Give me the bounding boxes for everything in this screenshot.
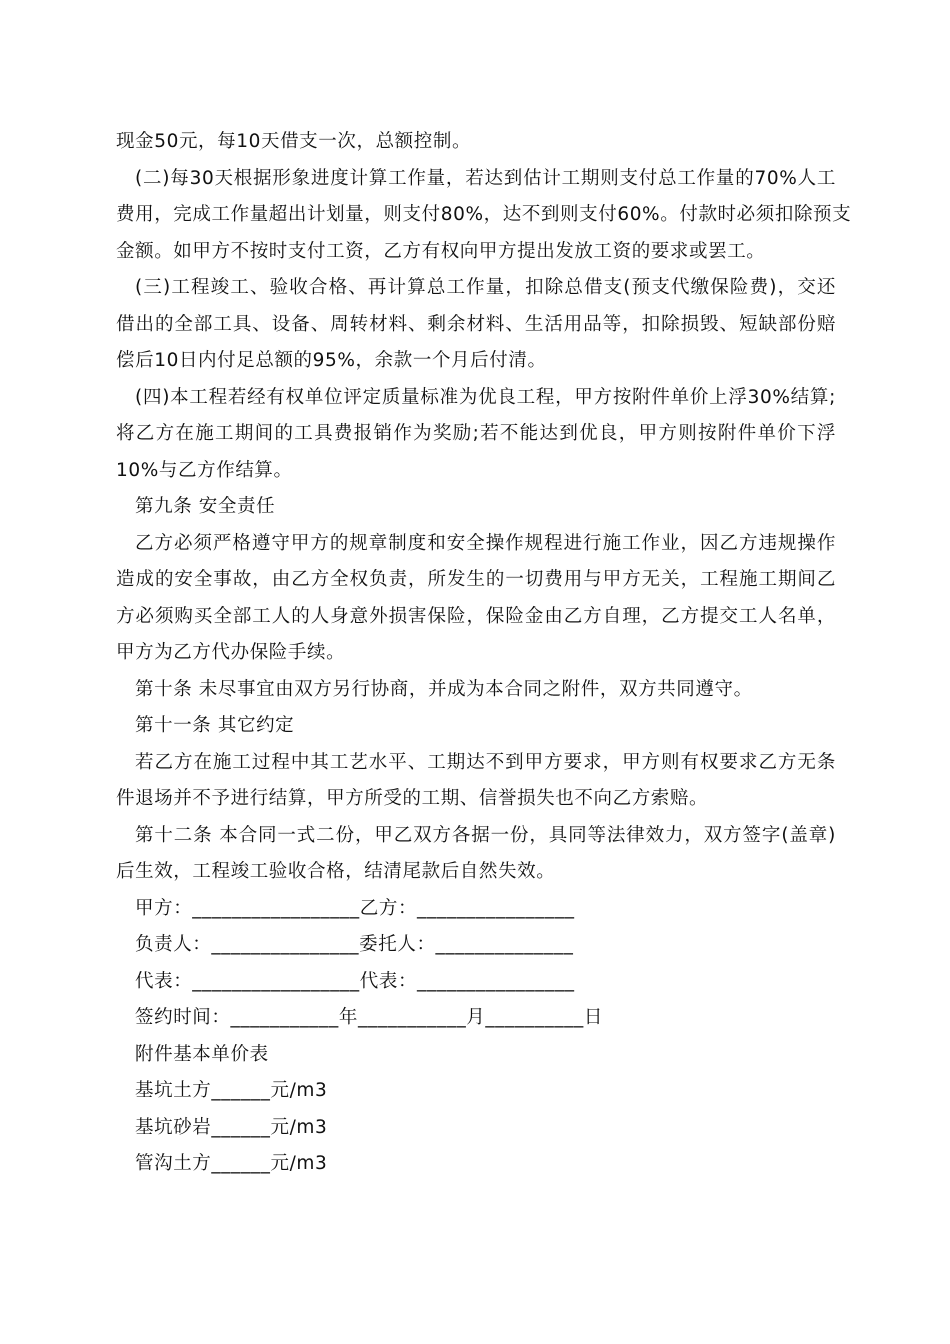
section-heading: 第九条 安全责任 xyxy=(135,496,276,517)
text-line: (二)每30天根据形象进度计算工作量，若达到估计工期则支付总工作量的70%人工 xyxy=(135,167,836,189)
section-heading: 第十条 未尽事宜由双方另行协商，并成为本合同之附件，双方共同遵守。 xyxy=(135,678,753,700)
signature-line: 负责人：_______________委托人：______________ xyxy=(135,934,574,955)
text-line: 将乙方在施工期间的工具费报销作为奖励;若不能达到优良，甲方则按附件单价下浮 xyxy=(116,423,836,444)
text-line: 偿后10日内付足总额的95%，余款一个月后付清。 xyxy=(116,350,547,371)
price-item: 基坑土方______元/m3 xyxy=(135,1080,328,1101)
text-line: (四)本工程若经有权单位评定质量标准为优良工程，甲方按附件单价上浮30%结算; xyxy=(135,386,836,408)
text-line: 费用，完成工作量超出计划量，则支付80%，达不到则支付60%。付款时必须扣除预支 xyxy=(116,204,852,225)
text-line: 金额。如甲方不按时支付工资，乙方有权向甲方提出发放工资的要求或罢工。 xyxy=(116,240,766,262)
text-line: 件退场并不予进行结算，甲方所受的工期、信誉损失也不向乙方索赔。 xyxy=(116,788,709,809)
appendix-title: 附件基本单价表 xyxy=(135,1043,269,1065)
price-item: 管沟土方______元/m3 xyxy=(135,1153,328,1174)
section-heading: 第十一条 其它约定 xyxy=(135,715,295,736)
price-item: 基坑砂岩______元/m3 xyxy=(135,1116,328,1138)
text-line: 后生效，工程竣工验收合格，结清尾款后自然失效。 xyxy=(116,861,556,882)
section-heading: 第十二条 本合同一式二份，甲乙双方各据一份，具同等法律效力，双方签字(盖章) xyxy=(135,824,836,846)
text-line: 借出的全部工具、设备、周转材料、剩余材料、生活用品等，扣除损毁、短缺部份赔 xyxy=(116,313,836,335)
text-line: 若乙方在施工过程中其工艺水平、工期达不到甲方要求，甲方则有权要求乙方无条 xyxy=(135,751,836,773)
signature-line: 代表：_________________代表：________________ xyxy=(135,970,575,992)
text-line: (三)工程竣工、验收合格、再计算总工作量，扣除总借支(预支代缴保险费)，交还 xyxy=(135,277,836,298)
text-line: 甲方为乙方代办保险手续。 xyxy=(116,642,346,663)
text-line: 现金50元，每10天借支一次，总额控制。 xyxy=(116,131,472,152)
signature-date-line: 签约时间：___________年___________月__________日 xyxy=(135,1007,604,1028)
text-line: 方必须购买全部工人的人身意外损害保险，保险金由乙方自理，乙方提交工人名单， xyxy=(116,605,836,627)
text-line: 造成的安全事故，由乙方全权负责，所发生的一切费用与甲方无关，工程施工期间乙 xyxy=(116,569,836,590)
signature-line: 甲方：_________________乙方：________________ xyxy=(135,897,575,919)
text-line: 10%与乙方作结算。 xyxy=(116,459,293,481)
text-line: 乙方必须严格遵守甲方的规章制度和安全操作规程进行施工作业，因乙方违规操作 xyxy=(135,532,836,554)
